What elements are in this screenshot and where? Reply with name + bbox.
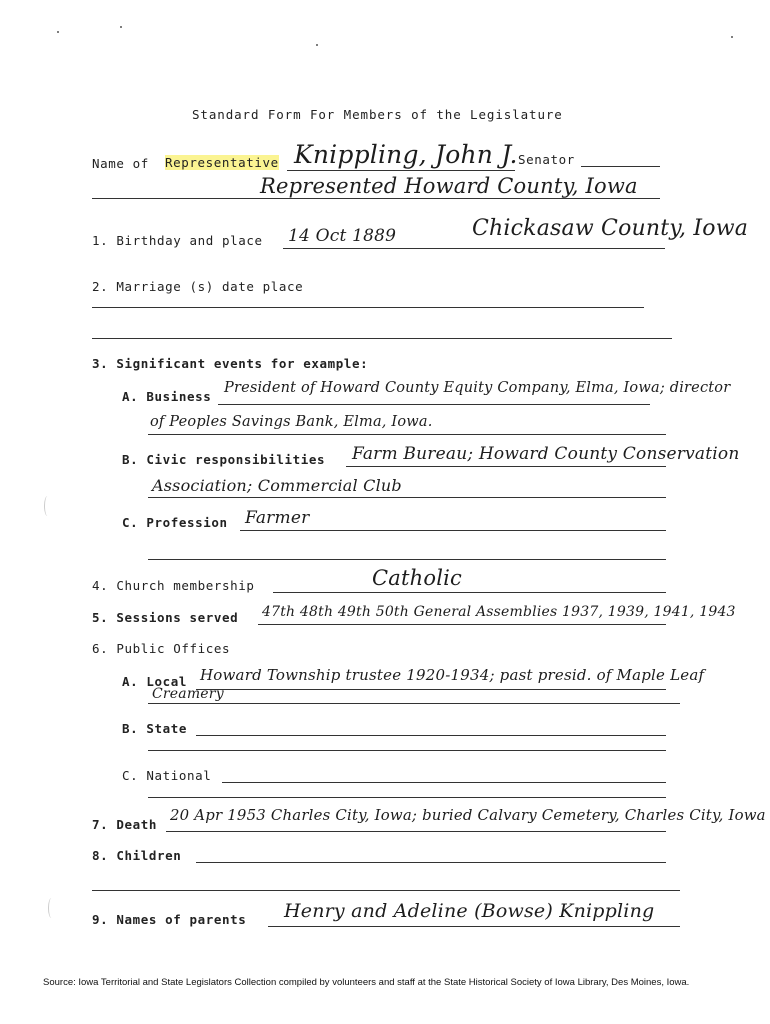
profession-text: Farmer: [245, 508, 310, 528]
represented-county: Represented Howard County, Iowa: [260, 174, 638, 198]
name-of-label: Name of: [92, 156, 149, 171]
form-title: Standard Form For Members of the Legislature: [192, 107, 563, 122]
profession-line-1: [240, 530, 666, 531]
scan-speck: [731, 36, 733, 38]
birthday-label: 1. Birthday and place: [92, 233, 263, 248]
events-label: 3. Significant events for example:: [92, 356, 369, 371]
national-line-1: [222, 782, 666, 783]
offices-label: 6. Public Offices: [92, 641, 231, 656]
profession-line-2: [148, 559, 666, 560]
death-text: 20 Apr 1953 Charles City, Iowa; buried Calvary Cemetery, Charles City, Iowa: [170, 806, 766, 824]
senator-line: [581, 166, 660, 167]
children-line-2: [92, 890, 680, 891]
name-line: [287, 170, 515, 171]
business-line-1: [218, 404, 650, 405]
marriage-line-2: [92, 338, 672, 339]
marriage-label: 2. Marriage (s) date place: [92, 279, 304, 294]
state-label: B. State: [122, 721, 188, 736]
sessions-text: 47th 48th 49th 50th General Assemblies 1937, 1939, 1941, 1943: [262, 604, 736, 620]
local-text-1: Howard Township trustee 1920-1934; past presid. of Maple Leaf: [200, 666, 705, 684]
representative-label: Representative: [165, 155, 279, 170]
local-label: A. Local: [122, 674, 188, 689]
scan-speck: [120, 26, 122, 28]
state-line-1: [196, 735, 666, 736]
birthday-line: [283, 248, 665, 249]
church-text: Catholic: [372, 566, 462, 590]
children-label: 8. Children: [92, 848, 182, 863]
civic-text-2: Association; Commercial Club: [152, 476, 402, 495]
parents-line: [268, 926, 680, 927]
state-line-2: [148, 750, 666, 751]
sessions-line: [258, 624, 666, 625]
civic-text-1: Farm Bureau; Howard County Conservation: [352, 444, 740, 464]
national-label: C. National: [122, 768, 212, 783]
representative-name: Knippling, John J.: [294, 140, 518, 169]
business-line-2: [148, 434, 666, 435]
represented-line: [92, 198, 660, 199]
civic-line-2: [148, 497, 666, 498]
civic-label: B. Civic responsibilities: [122, 452, 326, 467]
civic-line-1: [346, 466, 666, 467]
parents-label: 9. Names of parents: [92, 912, 247, 927]
local-text-2: Creamery: [152, 686, 224, 702]
local-line-1: [196, 689, 666, 690]
scan-speck: [57, 31, 59, 33]
birth-date: 14 Oct 1889: [288, 226, 397, 246]
death-label: 7. Death: [92, 817, 158, 832]
scan-mark: [44, 496, 51, 516]
parents-text: Henry and Adeline (Bowse) Knippling: [284, 900, 655, 922]
children-line: [196, 862, 666, 863]
birth-place: Chickasaw County, Iowa: [472, 216, 749, 241]
scan-speck: [316, 44, 318, 46]
source-footnote: Source: Iowa Territorial and State Legislators Collection compiled by volunteers and staff at the State Historical Society of Iowa Library, Des Moines, Iowa.: [43, 977, 690, 988]
church-label: 4. Church membership: [92, 578, 255, 593]
business-text-2: of Peoples Savings Bank, Elma, Iowa.: [150, 414, 433, 430]
scan-mark: [48, 898, 55, 918]
national-line-2: [148, 797, 666, 798]
death-line: [166, 831, 666, 832]
profession-label: C. Profession: [122, 515, 228, 530]
business-text-1: President of Howard County Equity Company, Elma, Iowa; director: [224, 380, 731, 396]
sessions-label: 5. Sessions served: [92, 610, 239, 625]
marriage-line-1: [92, 307, 644, 308]
senator-label: Senator: [518, 152, 575, 167]
business-label: A. Business: [122, 389, 212, 404]
local-line-2: [148, 703, 680, 704]
church-line: [273, 592, 666, 593]
